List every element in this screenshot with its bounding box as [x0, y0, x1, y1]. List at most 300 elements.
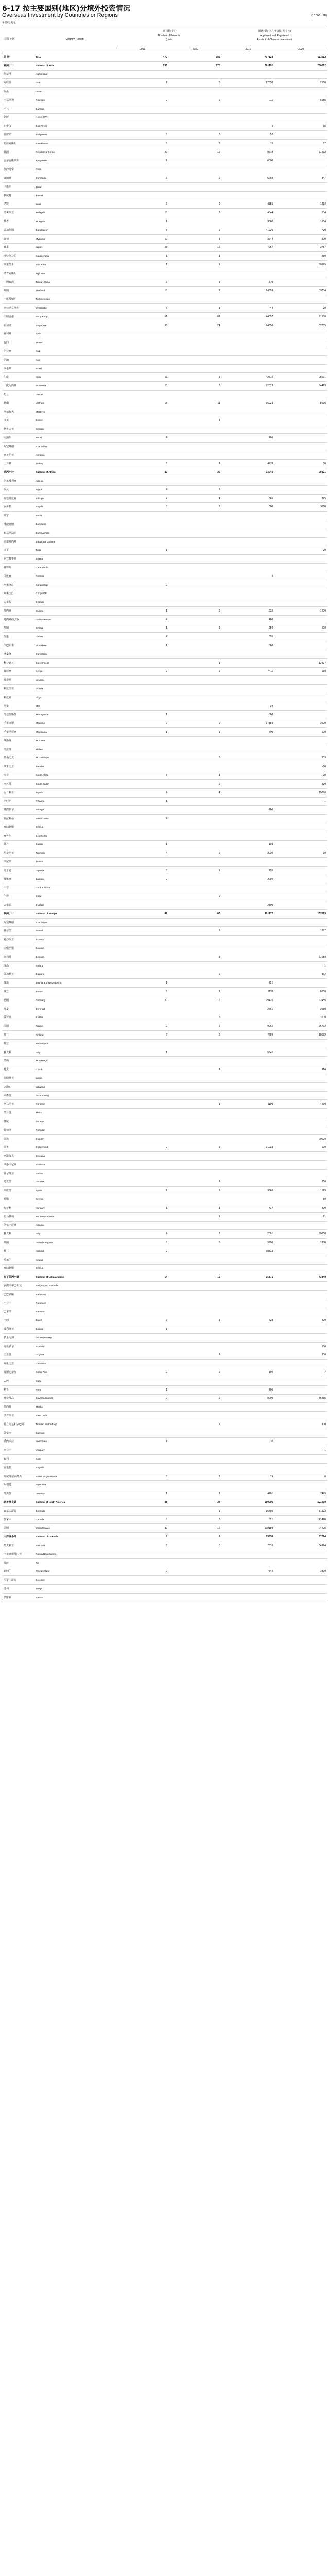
cell-projects-2020 [169, 1455, 222, 1464]
cell-region-en: Madagascar [34, 710, 116, 719]
cell-projects-2019 [116, 685, 169, 693]
cell-region-en: Latvia [34, 1074, 116, 1083]
table-row [2, 1048, 327, 1057]
cell-amount-2020: 325 [274, 494, 327, 503]
table-row [2, 355, 327, 364]
cell-amount-2019: 12658 [222, 79, 275, 88]
table-row [2, 581, 327, 589]
cell-amount-2020 [274, 364, 327, 373]
cell-region-en: Solomon [34, 1576, 116, 1585]
cell-region-en: Surinam [34, 1429, 116, 1437]
cell-amount-2019 [222, 105, 275, 113]
cell-projects-2019 [116, 1117, 169, 1126]
table-row [2, 295, 327, 304]
cell-amount-2020: 1200 [274, 607, 327, 616]
cell-projects-2020: 2 [169, 779, 222, 788]
cell-amount-2020 [274, 425, 327, 434]
cell-region-en: Portugal [34, 1126, 116, 1134]
cell-projects-2020: 2 [169, 607, 222, 616]
cell-projects-2020: 1 [169, 1204, 222, 1212]
cell-amount-2020 [274, 572, 327, 581]
cell-region-en: Malta [34, 1109, 116, 1117]
cell-amount-2020 [274, 736, 327, 745]
cell-amount-2019 [222, 1333, 275, 1342]
cell-region-en: Panama [34, 1308, 116, 1316]
cell-projects-2019 [116, 1126, 169, 1134]
table-row [2, 1325, 327, 1334]
cell-amount-2019: 437 [222, 1204, 275, 1212]
cell-projects-2020 [169, 1463, 222, 1472]
cell-region-en: Mexico [34, 1403, 116, 1412]
cell-projects-2020 [169, 217, 222, 226]
cell-region-en: Lesotho [34, 676, 116, 685]
cell-region-en: Papua New Guinea [34, 1550, 116, 1558]
cell-projects-2020 [169, 88, 222, 96]
cell-projects-2020 [169, 736, 222, 745]
cell-region-en: Belgium [34, 953, 116, 961]
table-row [2, 1550, 327, 1558]
cell-amount-2020: 61 [274, 1212, 327, 1221]
table-row [2, 710, 327, 719]
table-row [2, 641, 327, 650]
cell-region-cn: 意大利 [2, 1230, 34, 1239]
cell-region-en: Cyprus [34, 1264, 116, 1273]
cell-projects-2019 [116, 676, 169, 685]
cell-region-en: Dominican Rep [34, 1333, 116, 1342]
cell-projects-2019: 1 [116, 641, 169, 650]
cell-region-cn: 牙买加 [2, 1489, 34, 1498]
cell-region-en: Antigua and Barbuda [34, 1282, 116, 1291]
cell-projects-2019: 1 [116, 840, 169, 849]
cell-amount-2019: 1190 [222, 1100, 275, 1109]
cell-region-cn: 泰国 [2, 286, 34, 295]
cell-amount-2019 [222, 1256, 275, 1264]
cell-amount-2019 [222, 338, 275, 347]
table-row [2, 200, 327, 209]
table-row [2, 1290, 327, 1299]
cell-amount-2020 [274, 1169, 327, 1178]
cell-amount-2020 [274, 702, 327, 710]
cell-projects-2020: 2 [169, 226, 222, 234]
table-row [2, 434, 327, 443]
cell-region-cn: 瑞士 [2, 1143, 34, 1152]
cell-region-en: Venezuela [34, 1437, 116, 1446]
cell-region-cn: 巴拿马 [2, 1308, 34, 1316]
table-row [2, 858, 327, 867]
cell-projects-2020 [169, 589, 222, 598]
cell-projects-2019 [116, 1377, 169, 1385]
cell-region-en: Tunisia [34, 858, 116, 867]
table-row [2, 1481, 327, 1489]
cell-projects-2020: 1 [169, 1143, 222, 1152]
table-row [2, 1143, 327, 1152]
cell-amount-2020: 1123 [274, 1187, 327, 1195]
cell-projects-2019: 472 [116, 53, 169, 62]
cell-region-cn: 厄瓜多尔 [2, 1342, 34, 1351]
cell-amount-2019: 24658 [222, 321, 275, 330]
cell-region-cn: 老挝 [2, 200, 34, 209]
cell-amount-2020 [274, 1308, 327, 1316]
cell-projects-2020 [169, 105, 222, 113]
cell-amount-2020 [274, 710, 327, 719]
cell-region-en: Mauritius [34, 719, 116, 728]
cell-projects-2020: 2 [169, 1394, 222, 1403]
cell-region-cn: 捷克 [2, 1065, 34, 1074]
cell-projects-2020: 6 [169, 1022, 222, 1031]
cell-projects-2019: 1 [116, 1437, 169, 1446]
cell-amount-2020: 84994 [274, 1541, 327, 1550]
cell-amount-2020 [274, 416, 327, 425]
table-row [2, 702, 327, 710]
table-row [2, 113, 327, 122]
cell-projects-2019 [116, 918, 169, 927]
cell-amount-2019 [222, 1117, 275, 1126]
cell-amount-2020: 499 [274, 1316, 327, 1325]
cell-projects-2020: 1 [169, 1489, 222, 1498]
cell-region-cn: 埃塞俄比亚 [2, 494, 34, 503]
cell-region-en: Cyprus [34, 823, 116, 832]
cell-amount-2019 [222, 88, 275, 96]
cell-projects-2019 [116, 936, 169, 944]
cell-region-cn: 以色列 [2, 364, 34, 373]
cell-amount-2020 [274, 866, 327, 875]
cell-region-en: Yemen [34, 338, 116, 347]
cell-projects-2019 [116, 1152, 169, 1161]
cell-projects-2020 [169, 1360, 222, 1368]
cell-projects-2019: 2 [116, 875, 169, 884]
cell-amount-2020 [274, 892, 327, 901]
cell-amount-2020 [274, 676, 327, 685]
cell-amount-2019 [222, 347, 275, 356]
cell-projects-2020 [169, 1074, 222, 1083]
cell-region-cn: 尼日利亚 [2, 788, 34, 797]
cell-projects-2020 [169, 355, 222, 364]
table-row [2, 131, 327, 140]
cell-region-cn: 几内亚(比绍) [2, 615, 34, 624]
cell-amount-2019 [222, 512, 275, 520]
cell-amount-2019: 35371 [222, 1273, 275, 1282]
table-row [2, 182, 327, 191]
table-row [2, 1117, 327, 1126]
cell-projects-2019 [116, 589, 169, 598]
cell-region-en: Cote D'Ivoire [34, 658, 116, 667]
cell-amount-2019: 1170 [222, 988, 275, 996]
cell-projects-2019 [116, 1134, 169, 1143]
cell-region-cn: 塞浦路斯 [2, 1264, 34, 1273]
cell-region-cn: 秘鲁 [2, 1385, 34, 1394]
cell-projects-2019 [116, 1013, 169, 1022]
cell-amount-2019: 3644 [222, 234, 275, 243]
cell-region-cn: 非洲小计 [2, 468, 34, 477]
table-row [2, 546, 327, 555]
cell-projects-2020: 11 [169, 399, 222, 408]
cell-region-en: Gabon [34, 633, 116, 641]
table-row [2, 788, 327, 797]
cell-region-cn: 乌拉圭 [2, 1446, 34, 1455]
cell-projects-2019: 2 [116, 485, 169, 494]
cell-amount-2019 [222, 736, 275, 745]
cell-region-cn: 几内亚 [2, 607, 34, 616]
table-row [2, 779, 327, 788]
cell-region-en: Bangladesh [34, 226, 116, 234]
cell-amount-2020: 300 [274, 1204, 327, 1212]
cell-region-en: Mozambique [34, 754, 116, 762]
cell-projects-2019: 3 [116, 1472, 169, 1481]
cell-projects-2020 [169, 1558, 222, 1567]
cell-projects-2019: 2 [116, 815, 169, 823]
cell-projects-2020 [169, 797, 222, 806]
cell-amount-2019 [222, 416, 275, 425]
cell-projects-2020: 1 [169, 866, 222, 875]
cell-projects-2020 [169, 1256, 222, 1264]
table-row [2, 624, 327, 633]
cell-amount-2020: 2000 [274, 719, 327, 728]
cell-region-cn: 吉尔吉斯斯坦 [2, 157, 34, 165]
cell-amount-2020: 8636 [274, 399, 327, 408]
header-year-2019-amount: 2019 [222, 46, 275, 53]
cell-amount-2020: 61193 [274, 1506, 327, 1515]
cell-amount-2020 [274, 1585, 327, 1594]
cell-projects-2020: 61 [169, 312, 222, 321]
cell-amount-2019: 9062 [222, 1022, 275, 1031]
cell-region-cn: 叙利亚 [2, 330, 34, 338]
cell-amount-2019 [222, 1463, 275, 1472]
cell-projects-2019: 2 [116, 667, 169, 676]
cell-amount-2020 [274, 105, 327, 113]
cell-region-en: Azerbaijan [34, 442, 116, 451]
cell-region-cn: 印度尼西亚 [2, 382, 34, 391]
cell-region-cn: 新西兰 [2, 1567, 34, 1576]
cell-region-en: Namibia [34, 762, 116, 771]
cell-projects-2020 [169, 537, 222, 546]
cell-projects-2019: 13 [116, 209, 169, 217]
cell-region-cn: 赤道几内亚 [2, 537, 34, 546]
cell-amount-2020 [274, 1074, 327, 1083]
cell-amount-2020: 362 [274, 970, 327, 979]
cell-region-cn: 莫桑比克 [2, 754, 34, 762]
cell-projects-2019 [116, 182, 169, 191]
cell-region-cn: 古巴 [2, 1377, 34, 1385]
cell-region-cn: 荷兰 [2, 1039, 34, 1048]
cell-region-cn: 意大利 [2, 1048, 34, 1057]
cell-projects-2020 [169, 1169, 222, 1178]
table-row [2, 217, 327, 226]
cell-region-en: Ecuador [34, 1342, 116, 1351]
cell-amount-2019 [222, 936, 275, 944]
cell-amount-2020: 91138 [274, 312, 327, 321]
cell-projects-2019 [116, 598, 169, 607]
cell-amount-2019 [222, 1178, 275, 1187]
cell-amount-2019 [222, 1360, 275, 1368]
cell-projects-2020 [169, 710, 222, 719]
cell-projects-2019 [116, 347, 169, 356]
cell-region-en: Armenia [34, 451, 116, 460]
cell-region-en: Sweden [34, 1134, 116, 1143]
table-row [2, 226, 327, 234]
cell-amount-2019 [222, 537, 275, 546]
cell-projects-2019: 29 [116, 148, 169, 157]
cell-projects-2020: 1 [169, 927, 222, 936]
cell-region-en: United Kingdom [34, 1239, 116, 1247]
cell-amount-2019: 52 [222, 131, 275, 140]
table-row [2, 936, 327, 944]
cell-projects-2020: 1 [169, 1420, 222, 1429]
table-row [2, 1576, 327, 1585]
cell-amount-2019: 44057 [222, 312, 275, 321]
cell-region-en: Congo Rep [34, 581, 116, 589]
table-row [2, 589, 327, 598]
cell-region-en: Rwanda [34, 797, 116, 806]
cell-region-en: Seychelles [34, 832, 116, 840]
cell-amount-2020 [274, 633, 327, 641]
table-row [2, 1437, 327, 1446]
cell-amount-2020 [274, 70, 327, 79]
cell-projects-2020: 60 [169, 909, 222, 918]
table-row [2, 1567, 327, 1576]
cell-projects-2019 [116, 555, 169, 564]
header-year-2020-projects: 2020 [169, 46, 222, 53]
subtotal-row [2, 1273, 327, 1282]
cell-projects-2020 [169, 1593, 222, 1602]
cell-projects-2019 [116, 658, 169, 667]
cell-amount-2019: 98533 [222, 1247, 275, 1256]
table-row [2, 347, 327, 356]
cell-amount-2019: 72813 [222, 382, 275, 391]
cell-region-en: Burkina Faso [34, 529, 116, 537]
cell-region-cn: 总 计 [2, 53, 34, 62]
cell-region-cn: 斯洛文尼亚 [2, 1161, 34, 1170]
cell-projects-2019: 16 [116, 373, 169, 382]
cell-projects-2020: 1 [169, 485, 222, 494]
cell-region-cn: 瑞典 [2, 1134, 34, 1143]
cell-projects-2020 [169, 918, 222, 927]
subtotal-row [2, 909, 327, 918]
cell-amount-2019 [222, 1065, 275, 1074]
table-row [2, 1109, 327, 1117]
cell-region-cn: 南苏丹 [2, 779, 34, 788]
cell-amount-2020: 611012 [274, 53, 327, 62]
cell-region-cn: 圭亚那 [2, 1351, 34, 1360]
cell-amount-2020 [274, 1290, 327, 1299]
cell-region-cn: 坦桑尼亚 [2, 849, 34, 858]
cell-region-cn: 挪威 [2, 1117, 34, 1126]
cell-region-en: Saudi Arabia [34, 252, 116, 261]
cell-amount-2020: 30000 [274, 1230, 327, 1239]
cell-projects-2019 [116, 529, 169, 537]
cell-region-en: Malawi [34, 745, 116, 754]
cell-projects-2020: 3 [169, 209, 222, 217]
cell-region-cn: 阿塞拜疆 [2, 918, 34, 927]
cell-projects-2019 [116, 1109, 169, 1117]
cell-region-cn: 波兰 [2, 988, 34, 996]
table-row [2, 1394, 327, 1403]
cell-amount-2020 [274, 165, 327, 174]
cell-amount-2019: 3380 [222, 217, 275, 226]
cell-projects-2019: 4 [116, 633, 169, 641]
cell-region-en: Sudan [34, 840, 116, 849]
cell-projects-2020: 1 [169, 771, 222, 780]
cell-region-cn: 刚果(金) [2, 589, 34, 598]
cell-region-cn: 阿联酋 [2, 79, 34, 88]
cell-region-cn: 利比里亚 [2, 685, 34, 693]
cell-region-cn: 爱尔兰 [2, 1256, 34, 1264]
cell-projects-2019: 3 [116, 460, 169, 468]
cell-amount-2020: 7 [274, 1368, 327, 1377]
cell-region-en: Estonia [34, 936, 116, 944]
cell-amount-2019 [222, 754, 275, 762]
cell-amount-2019: 128 [222, 866, 275, 875]
cell-amount-2020: 20 [274, 546, 327, 555]
table-row [2, 330, 327, 338]
table-row [2, 148, 327, 157]
cell-region-en: Egypt [34, 485, 116, 494]
cell-projects-2020: 2 [169, 1368, 222, 1377]
cell-amount-2020 [274, 1593, 327, 1602]
cell-amount-2020: 903 [274, 754, 327, 762]
cell-projects-2019 [116, 122, 169, 131]
cell-projects-2019 [116, 1481, 169, 1489]
cell-region-cn: 巴基斯坦 [2, 96, 34, 105]
cell-projects-2020 [169, 1325, 222, 1334]
cell-projects-2019 [116, 1264, 169, 1273]
cell-amount-2019 [222, 1455, 275, 1464]
cell-projects-2019 [116, 564, 169, 572]
table-row [2, 70, 327, 79]
cell-region-en: Japan [34, 243, 116, 252]
cell-projects-2019: 2 [116, 581, 169, 589]
cell-projects-2020: 16 [169, 243, 222, 252]
cell-region-cn: 冰岛 [2, 961, 34, 970]
cell-amount-2020 [274, 884, 327, 892]
cell-amount-2019 [222, 191, 275, 200]
cell-region-cn: 乌兹别克斯坦 [2, 304, 34, 313]
table-row [2, 512, 327, 520]
cell-amount-2020 [274, 1126, 327, 1134]
table-row [2, 615, 327, 624]
cell-region-cn: 文莱 [2, 416, 34, 425]
cell-amount-2019 [222, 918, 275, 927]
table-row [2, 1463, 327, 1472]
cell-projects-2019 [116, 88, 169, 96]
cell-amount-2019: 200 [222, 1385, 275, 1394]
cell-amount-2019 [222, 650, 275, 658]
cell-amount-2020 [274, 944, 327, 953]
cell-projects-2020: 1 [169, 1065, 222, 1074]
cell-region-en: United States [34, 1524, 116, 1533]
cell-region-cn: 南非 [2, 771, 34, 780]
table-row [2, 157, 327, 165]
cell-region-cn: 布基纳法索 [2, 529, 34, 537]
cell-region-en: Syria [34, 330, 116, 338]
cell-region-en: Laos [34, 200, 116, 209]
cell-region-en: Serbia [34, 1169, 116, 1178]
cell-region-en: Tajikistan [34, 269, 116, 278]
cell-projects-2019 [116, 295, 169, 304]
cell-amount-2020 [274, 581, 327, 589]
cell-projects-2019 [116, 953, 169, 961]
cell-projects-2019 [116, 1308, 169, 1316]
cell-projects-2019: 3 [116, 771, 169, 780]
cell-amount-2019 [222, 1091, 275, 1100]
cell-projects-2019 [116, 191, 169, 200]
cell-amount-2019 [222, 771, 275, 780]
cell-projects-2020: 8 [169, 1533, 222, 1541]
cell-amount-2019: -44 [222, 304, 275, 313]
cell-amount-2019 [222, 1221, 275, 1230]
table-title-cn: 6-17 按主要国别(地区)分境外投资情况 [2, 5, 130, 13]
cell-amount-2020 [274, 347, 327, 356]
cell-region-cn: 阿根廷 [2, 1481, 34, 1489]
